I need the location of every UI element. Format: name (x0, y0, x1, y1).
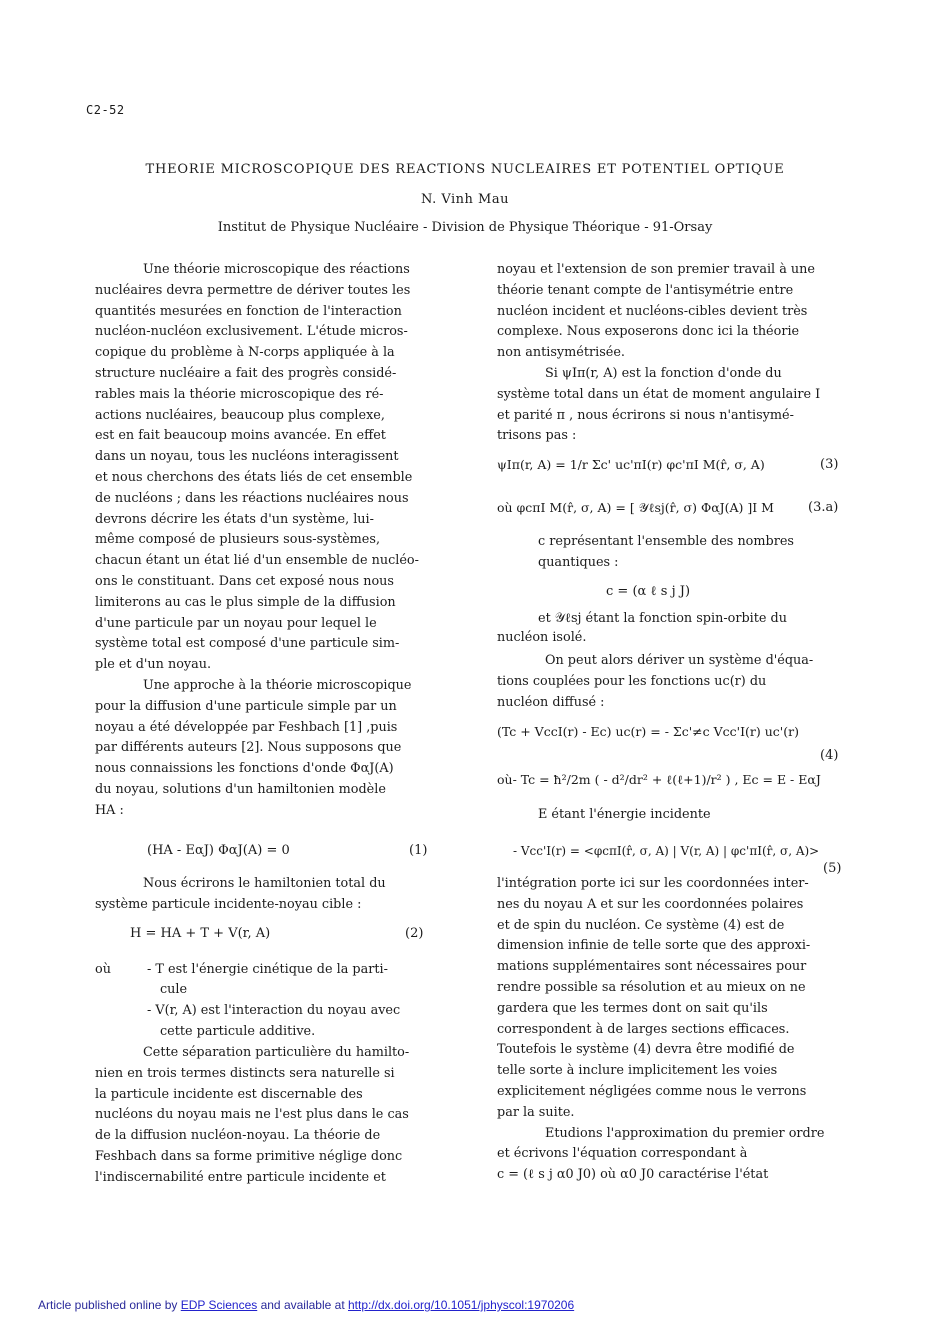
text-line: chacun étant un état lié d'un ensemble de nucléo- (95, 553, 419, 569)
text-line: ple et d'un noyau. (95, 657, 212, 673)
equation-2: H = HA + T + V(r, A) (130, 926, 271, 941)
page-number: C2-52 (86, 103, 125, 117)
et-text-line-1: et 𝒴ℓsj étant la fonction spin-orbite du (538, 611, 787, 626)
text-line: nous connaissions les fonctions d'onde ΦαJ(A) (95, 761, 394, 777)
text-line: théorie tenant compte de l'antisymétrie entre (497, 282, 794, 298)
text-line: noyau a été développée par Feshbach [1] ,puis (95, 719, 398, 735)
equation-3: ψIπ(r, A) = 1/r Σc' uc'πI(r) φc'πI M(r̂, σ, A) (497, 457, 765, 472)
text-line: tions couplées pour les fonctions uc(r) du (497, 673, 767, 689)
bullet-1-line-2: cule (160, 982, 188, 997)
text-line: quantités mesurées en fonction de l'interaction (95, 303, 402, 319)
text-line: Etudions l'approximation du premier ordre (545, 1125, 825, 1141)
equation-3a: où φcπI M(r̂, σ, A) = [ 𝒴ℓsj(r̂, σ) ΦαJ(A) ]I M (497, 500, 774, 515)
text-line: Une approche à la théorie microscopique (143, 678, 412, 693)
text-line: nucléaires devra permettre de dériver toutes les (95, 282, 411, 298)
text-line: du noyau, solutions d'un hamiltonien modèle (95, 782, 386, 797)
footer-prefix: Article published online by (38, 1298, 181, 1312)
equation-2-number: (2) (405, 926, 424, 941)
text-line: système total est composé d'une particule sim- (95, 636, 400, 652)
e-text: E étant l'énergie incidente (538, 807, 711, 822)
text-line: HA : (95, 802, 124, 818)
text-line: Si ψIπ(r, A) est la fonction d'onde du (545, 366, 782, 381)
text-line: Nous écrirons le hamiltonien total du (143, 876, 386, 891)
text-line: ons le constituant. Dans cet exposé nous nous (95, 574, 394, 589)
text-line: nucléons du noyau mais ne l'est plus dans le cas (95, 1107, 409, 1123)
text-line: dimension infinie de telle sorte que des approxi- (497, 938, 811, 954)
equation-4-number: (4) (820, 748, 839, 763)
equation-3a-number: (3.a) (808, 500, 839, 515)
text-line: la particule incidente est discernable des (95, 1086, 363, 1102)
et-text-line-2: nucléon isolé. (497, 630, 587, 645)
text-line: rendre possible sa résolution et au mieux on ne (497, 980, 806, 995)
text-line: rables mais la théorie microscopique des ré- (95, 386, 384, 402)
equation-5: - Vcc'I(r) = <φcπI(r̂, σ, A) | V(r, A) | φc'πI(r̂, σ, A)> (513, 844, 820, 858)
ou-label: où (95, 962, 111, 977)
bullet-2-line-2: cette particule additive. (160, 1024, 316, 1039)
bullet-2-line-1: - V(r, A) est l'interaction du noyau avec (147, 1003, 401, 1018)
text-line: et de spin du nucléon. Ce système (4) est de (497, 917, 785, 933)
text-line: nucléon diffusé : (497, 694, 605, 710)
text-line: et écrivons l'équation correspondant à (497, 1146, 748, 1162)
text-line: complexe. Nous exposerons donc ici la théorie (497, 324, 800, 340)
text-line: copique du problème à N-corps appliquée à la (95, 345, 395, 361)
paper-title: THEORIE MICROSCOPIQUE DES REACTIONS NUCLEAIRES ET POTENTIEL OPTIQUE (145, 162, 785, 177)
text-line: d'une particule par un noyau pour lequel le (95, 615, 377, 631)
text-line: système total dans un état de moment angulaire I (497, 386, 821, 402)
text-line: Cette séparation particulière du hamilto- (143, 1045, 410, 1060)
text-line: pour la diffusion d'une particule simple par un (95, 698, 397, 714)
text-line: On peut alors dériver un système d'équa- (545, 653, 814, 668)
text-line: l'indiscernabilité entre particule incidente et (95, 1169, 386, 1185)
footer-notice (38, 1298, 574, 1312)
text-line: correspondent à de larges sections efficaces. (497, 1021, 790, 1037)
text-line: Une théorie microscopique des réactions (143, 262, 410, 277)
c-text-line-1: c représentant l'ensemble des nombres (538, 534, 794, 549)
text-line: nucléon incident et nucléons-cibles devient très (497, 303, 808, 319)
text-line: est en fait beaucoup moins avancée. En effet (95, 428, 386, 444)
text-line: gardera que les termes dont on sait qu'ils (497, 1000, 768, 1016)
text-line: l'intégration porte ici sur les coordonnées inter- (497, 876, 809, 891)
text-line: structure nucléaire a fait des progrès considé- (95, 366, 397, 381)
text-line: et parité π , nous écrirons si nous n'antisymé- (497, 407, 794, 423)
c-text-line-2: quantiques : (538, 555, 619, 570)
c-definition: c = (α ℓ s j J) (606, 584, 691, 599)
text-line: nien en trois termes distincts sera naturelle si (95, 1065, 395, 1081)
text-line: actions nucléaires, beaucoup plus complexe, (95, 407, 385, 423)
text-line: de la diffusion nucléon-noyau. La théorie de (95, 1128, 381, 1144)
text-line: par la suite. (497, 1104, 575, 1120)
author: N. Vinh Mau (421, 192, 509, 207)
equation-1-number: (1) (409, 843, 428, 858)
text-line: Feshbach dans sa forme primitive néglige donc (95, 1149, 403, 1164)
affiliation: Institut de Physique Nucléaire - Division de Physique Théorique - 91-Orsay (217, 220, 713, 235)
text-line: dans un noyau, tous les nucléons interagissent (95, 449, 399, 465)
text-line: telle sorte à inclure implicitement les voies (497, 1063, 778, 1079)
equation-3-number: (3) (820, 457, 839, 472)
footer-middle: and available at (257, 1298, 348, 1312)
text-line: par différents auteurs [2]. Nous supposons que (95, 740, 402, 756)
text-line: Toutefois le système (4) devra être modifié de (497, 1042, 795, 1058)
equation-1: (HA - EαJ) ΦαJ(A) = 0 (147, 843, 290, 858)
publisher-link[interactable]: EDP Sciences (180, 1298, 258, 1312)
text-line: noyau et l'extension de son premier travail à une (497, 262, 815, 277)
text-line: trisons pas : (497, 428, 577, 444)
text-line: explicitement négligées comme nous le verrons (497, 1084, 807, 1099)
text-line: nes du noyau A et sur les coordonnées polaires (497, 896, 804, 912)
text-line: c = (ℓ s j α0 J0) où α0 J0 caractérise l'état (497, 1167, 769, 1183)
text-line: et nous cherchons des états liés de cet ensemble (95, 470, 413, 485)
text-line: devrons décrire les états d'un système, lui- (95, 511, 374, 527)
equation-4b: où- Tc = ħ²/2m ( - d²/dr² + ℓ(ℓ+1)/r² ) , Ec = E - EαJ (497, 772, 821, 787)
doi-link[interactable]: http://dx.doi.org/10.1051/jphyscol:1970206 (347, 1298, 575, 1312)
text-line: nucléon-nucléon exclusivement. L'étude micros- (95, 324, 408, 340)
bullet-1-line-1: - T est l'énergie cinétique de la parti- (147, 962, 388, 977)
equation-4a: (Tc + VccI(r) - Ec) uc(r) = - Σc'≠c Vcc'I(r) uc'(r) (497, 724, 799, 739)
text-line: limiterons au cas le plus simple de la diffusion (95, 594, 396, 610)
text-line: non antisymétrisée. (497, 345, 626, 361)
equation-5-number: (5) (823, 861, 842, 876)
text-line: même composé de plusieurs sous-systèmes, (95, 532, 381, 548)
text-line: de nucléons ; dans les réactions nucléaires nous (95, 490, 409, 506)
text-line: mations supplémentaires sont nécessaires pour (497, 959, 807, 975)
text-line: système particule incidente-noyau cible : (95, 896, 362, 912)
